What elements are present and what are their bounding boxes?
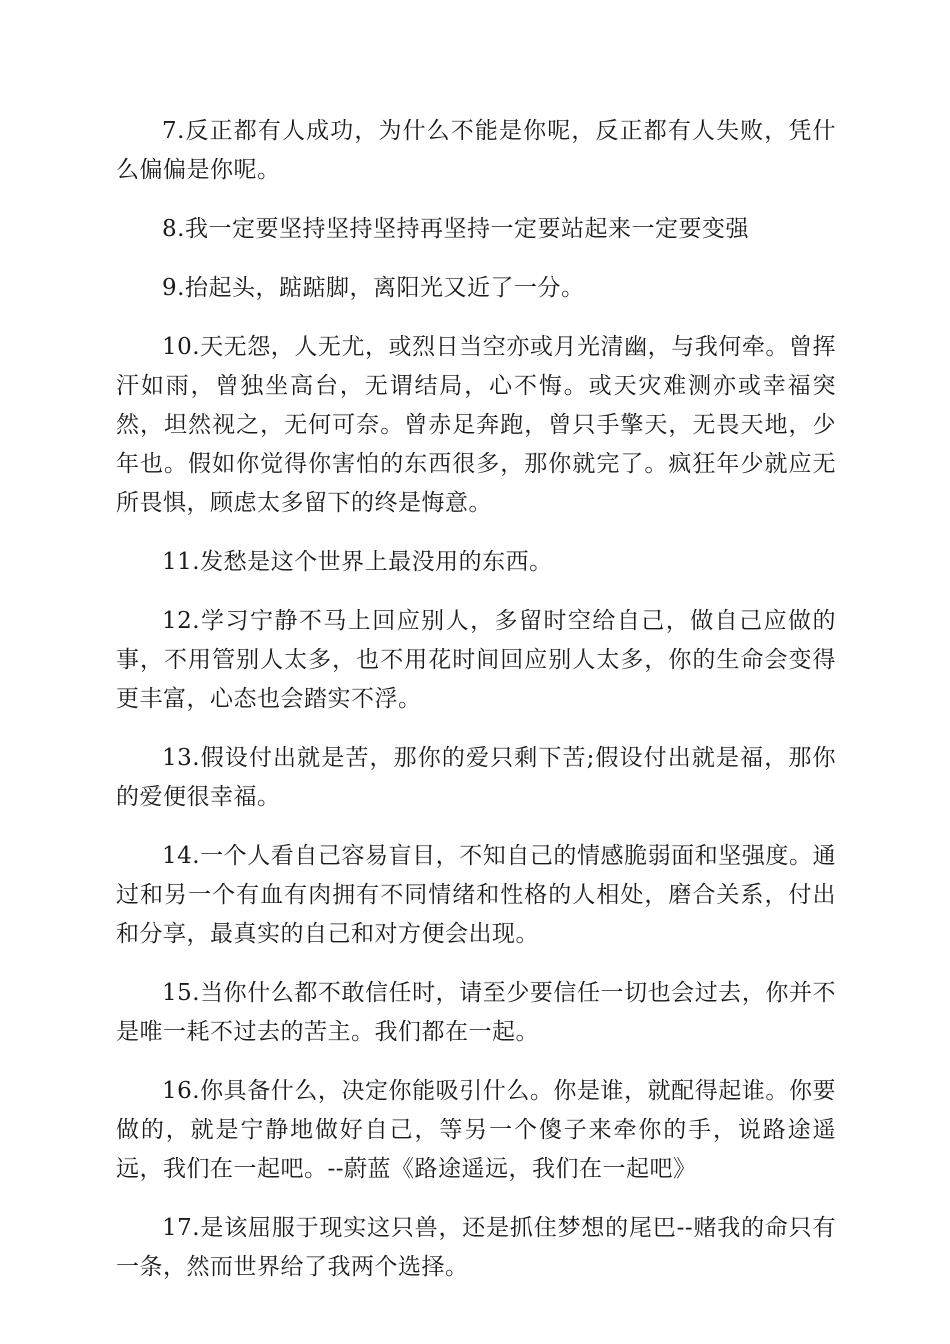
paragraph-9: 9.抬起头，踮踮脚，离阳光又近了一分。	[162, 275, 585, 301]
paragraph-15: 15.当你什么都不敢信任时，请至少要信任一切也会过去，你并不是唯一耗不过去的苦主。我们都在一起。	[116, 980, 836, 1045]
paragraph-7: 7.反正都有人成功，为什么不能是你呢，反正都有人失败，凭什么偏偏是你呢。	[116, 118, 836, 183]
document-page	[116, 112, 836, 1307]
paragraph-14: 14.一个人看自己容易盲目，不知自己的情感脆弱面和坚强度。通过和另一个有血有肉拥有不同情绪和性格的人相处，磨合关系，付出和分享，最真实的自己和对方便会出现。	[116, 843, 836, 947]
paragraph-16: 16.你具备什么，决定你能吸引什么。你是谁，就配得起谁。你要做的，就是宁静地做好自己，等另一个傻子来牵你的手，说路途遥远，我们在一起吧。--蔚蓝《路途遥远，我们在一起吧》	[116, 1078, 836, 1182]
paragraph-8: 8.我一定要坚持坚持坚持再坚持一定要站起来一定要变强	[162, 216, 749, 242]
paragraph-13: 13.假设付出就是苦，那你的爱只剩下苦;假设付出就是福，那你的爱便很幸福。	[116, 745, 836, 810]
paragraph-12: 12.学习宁静不马上回应别人，多留时空给自己，做自己应做的事，不用管别人太多，也不用花时间回应别人太多，你的生命会变得更丰富，心态也会踏实不浮。	[116, 608, 836, 712]
paragraph-17: 17.是该屈服于现实这只兽，还是抓住梦想的尾巴--赌我的命只有一条，然而世界给了我两个选择。	[116, 1215, 836, 1280]
paragraph-11: 11.发愁是这个世界上最没用的东西。	[162, 549, 553, 575]
paragraph-10: 10.天无怨，人无尤，或烈日当空亦或月光清幽，与我何牵。曾挥汗如雨，曾独坐高台，无谓结局，心不悔。或天灾难测亦或幸福突然，坦然视之，无何可奈。曾赤足奔跑，曾只手擎天，无畏天地，少年也。假如你觉得你害怕的东西很多，那你就完了。疯狂年少就应无所畏惧，顾虑太多留下的终是悔意。	[116, 334, 836, 516]
